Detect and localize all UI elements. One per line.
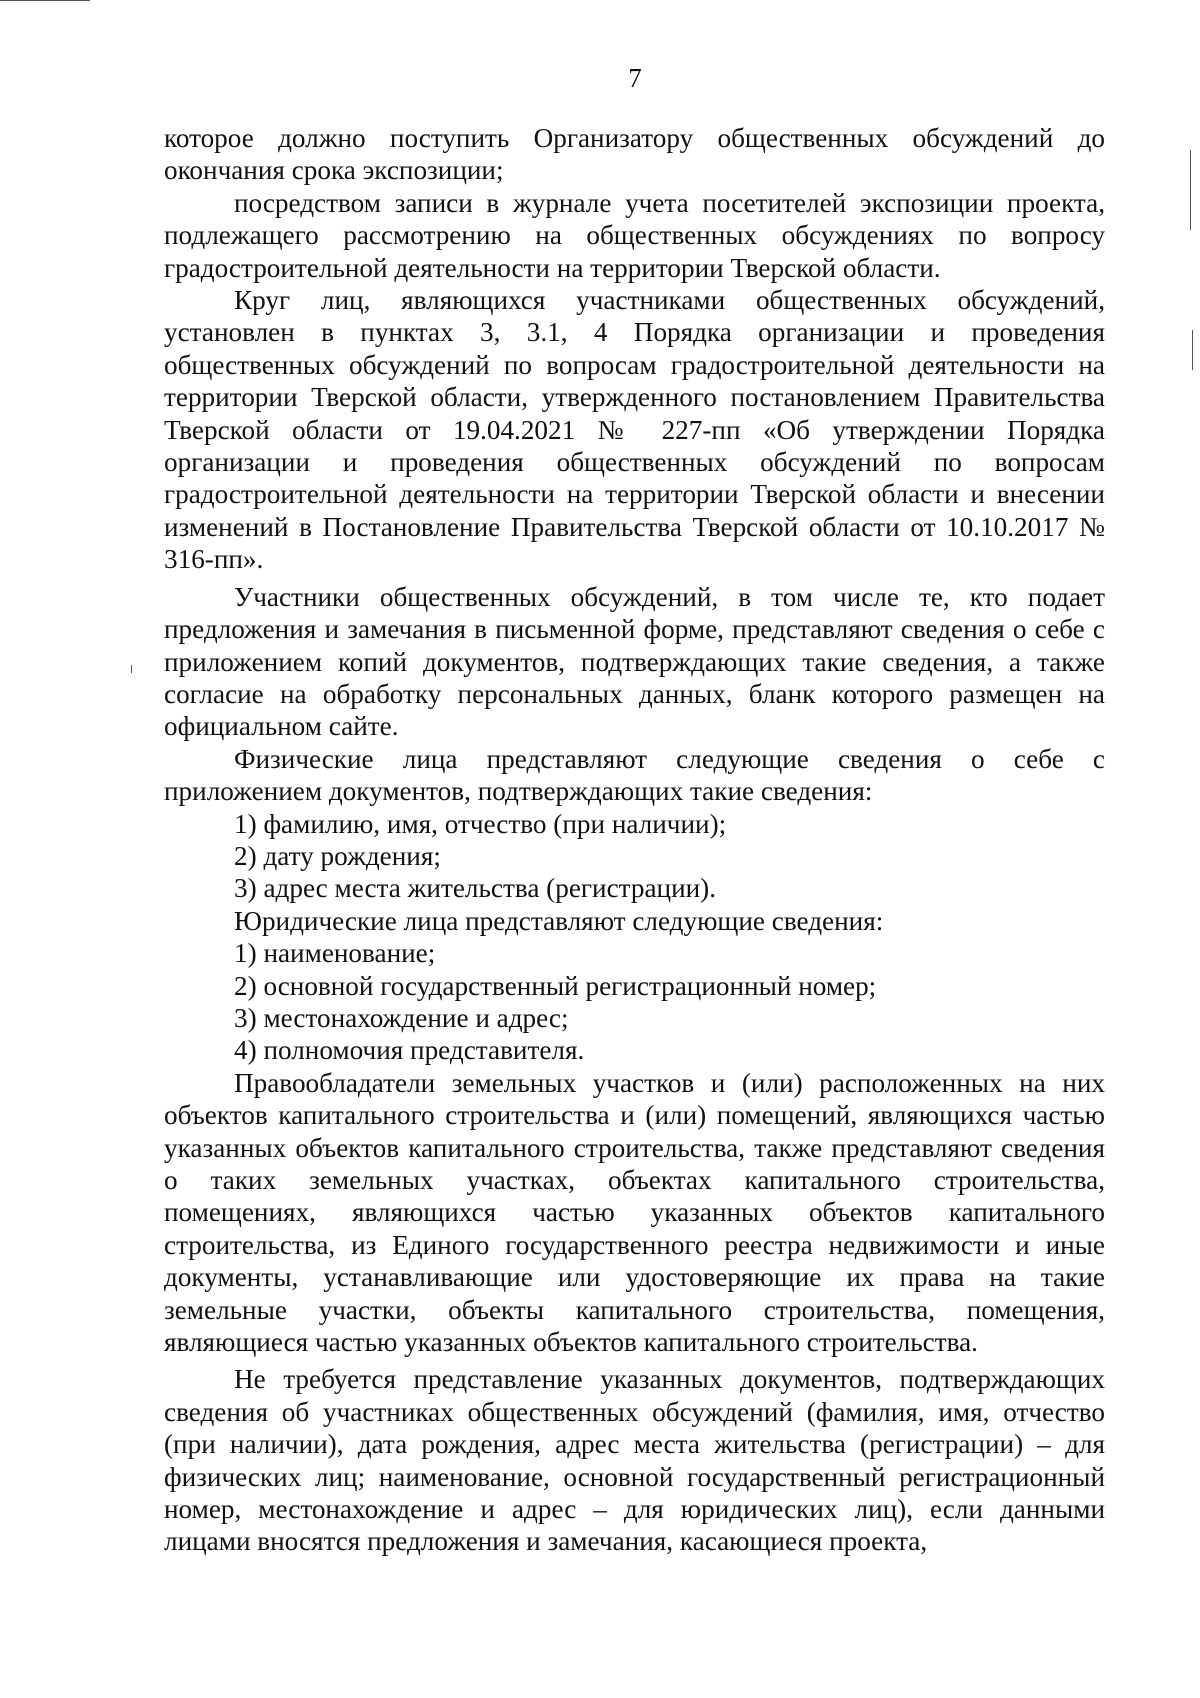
scan-edge-mark <box>0 0 90 1</box>
paragraph: Круг лиц, являющихся участниками общественных обсуждений, установлен в пунктах 3, 3.1, 4 Порядка организации и проведения общественных обсуждений по вопросам градостроительной деятельности на территории Тверской области, утвержденного постановлением Правительства Тверской области от 19.04.2021 № 227-пп «Об утверждении Порядка организации и проведения общественных обсуждений по вопросам градостроительной деятельности на территории Тверской области и внесении изменений в Постановление Правительства Тверской области от 10.10.2017 № 316-пп». <box>164 285 1105 575</box>
list-item: 4) полномочия представителя. <box>234 1035 585 1066</box>
scan-edge-mark <box>1192 330 1193 370</box>
list-item: 3) местонахождение и адрес; <box>234 1002 569 1033</box>
list-item: 3) адрес места жительства (регистрации). <box>234 873 717 904</box>
paragraph: которое должно поступить Организатору общественных обсуждений до окончания срока экспозиции; <box>164 123 1105 186</box>
paragraph: Не требуется представление указанных документов, подтверждающих сведения об участниках общественных обсуждений (фамилия, имя, отчество (при наличии), дата рождения, адрес места жительства (регистрации) – для физических лиц; наименование, основной государственный регистрационный номер, местонахождение и адрес – для юридических лиц), если данными лицами вносятся предложения и замечания, касающиеся проекта, <box>164 1364 1105 1557</box>
paragraph: Физические лица представляют следующие сведения о себе с приложением документов, подтверждающих такие сведения: <box>164 743 1105 807</box>
list-item: 2) дату рождения; <box>234 840 441 871</box>
paragraph: Участники общественных обсуждений, в том числе те, кто подает предложения и замечания в письменной форме, представляют сведения о себе с приложением копий документов, подтверждающих такие сведения, а также согласие на обработку персональных данных, бланк которого размещен на официальном сайте. <box>164 581 1105 742</box>
document-body <box>164 122 1105 1558</box>
list-item: 1) фамилию, имя, отчество (при наличии); <box>234 808 727 839</box>
list-item: 2) основной государственный регистрационный номер; <box>234 970 877 1001</box>
paragraph: посредством записи в журнале учета посетителей экспозиции проекта, подлежащего рассмотрению на общественных обсуждениях по вопросу градостроительной деятельности на территории Тверской области. <box>164 187 1105 283</box>
scan-speck <box>131 665 132 673</box>
list-item: 1) наименование; <box>234 938 436 969</box>
scan-edge-mark <box>1190 150 1191 230</box>
page-number: 7 <box>628 63 642 93</box>
list-heading: Юридические лица представляют следующие сведения: <box>234 905 884 936</box>
paragraph: Правообладатели земельных участков и (или) расположенных на них объектов капитального строительства и (или) помещений, являющихся частью указанных объектов капитального строительства, также представляют сведения о таких земельных участках, объектах капитального строительства, помещениях, являющихся частью указанных объектов капитального строительства, из Единого государственного реестра недвижимости и иные документы, устанавливающие или удостоверяющие их права на такие земельные участки, объекты капитального строительства, помещения, являющиеся частью указанных объектов капитального строительства. <box>164 1067 1105 1358</box>
